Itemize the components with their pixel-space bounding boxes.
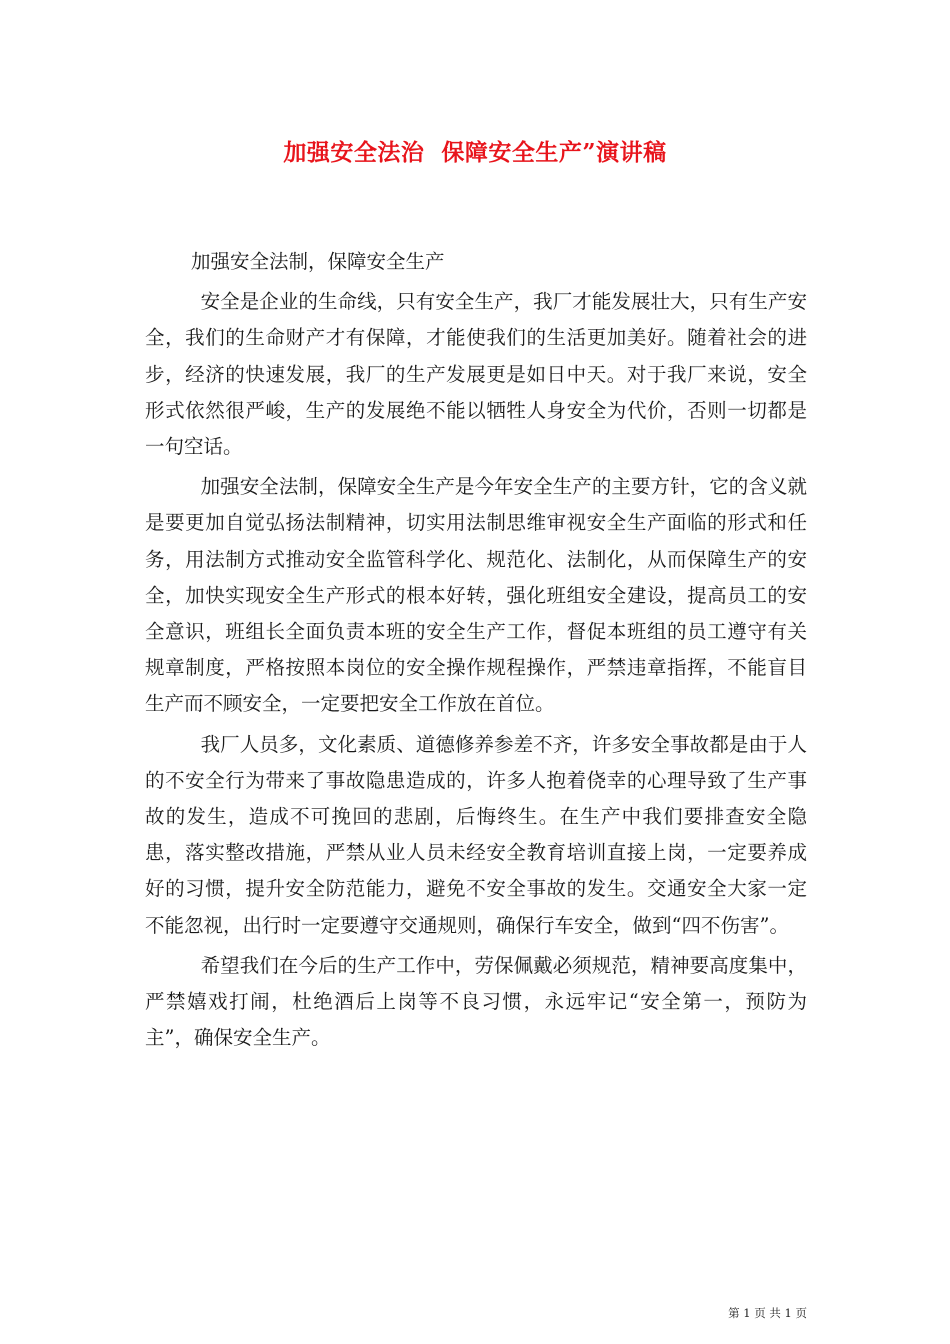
- document-heading: 加强安全法制，保障安全生产: [191, 250, 445, 273]
- paragraph-2: 加强安全法制，保障安全生产是今年安全生产的主要方针，它的含义就是要更加自觉弘扬法制精神，切实用法制思维审视安全生产面临的形式和任务，用法制方式推动安全监管科学化、规范化、法制化，从而保障生产的安全，加快实现安全生产形式的根本好转，强化班组安全建设，提高员工的安全意识，班组长全面负责本班的安全生产工作，督促本班组的员工遵守有关规章制度，严格按照本岗位的安全操作规程操作，严禁违章指挥，不能盲目生产而不顾安全，一定要把安全工作放在首位。: [145, 475, 807, 716]
- paragraph-3: 我厂人员多，文化素质、道德修养参差不齐，许多安全事故都是由于人的不安全行为带来了事故隐患造成的，许多人抱着侥幸的心理导致了生产事故的发生，造成不可挽回的悲剧，后悔终生。在生产中我们要排查安全隐患，落实整改措施，严禁从业人员未经安全教育培训直接上岗，一定要养成好的习惯，提升安全防范能力，避免不安全事故的发生。交通安全大家一定不能忽视，出行时一定要遵守交通规则，确保行车安全，做到“四不伤害”。: [145, 732, 807, 937]
- paragraph-4: 希望我们在今后的生产工作中，劳保佩戴必须规范，精神要高度集中，严禁嬉戏打闹，杜绝酒后上岗等不良习惯，永远牢记“安全第一，预防为主”，确保安全生产。: [145, 953, 807, 1050]
- document-title: 加强安全法治 保障安全生产”演讲稿: [283, 139, 667, 166]
- page-number-footer: 第 1 页 共 1 页: [728, 1306, 807, 1320]
- paragraph-1: 安全是企业的生命线，只有安全生产，我厂才能发展壮大，只有生产安全，我们的生命财产才有保障，才能使我们的生活更加美好。随着社会的进步，经济的快速发展，我厂的生产发展更是如日中天。对于我厂来说，安全形式依然很严峻，生产的发展绝不能以牺牲人身安全为代价，否则一切都是一句空话。: [145, 290, 807, 459]
- document-body: [145, 244, 807, 1060]
